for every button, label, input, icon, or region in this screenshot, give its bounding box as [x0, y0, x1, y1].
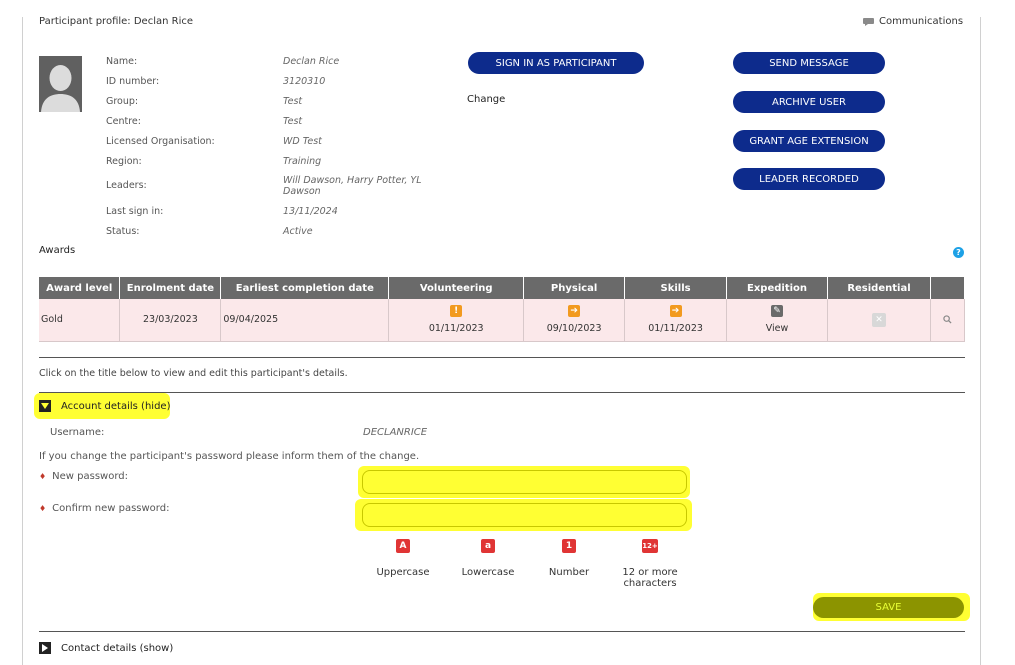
volunteering-date: 01/11/2023 — [428, 323, 484, 335]
content-left-border — [22, 17, 23, 665]
residential-cell — [828, 299, 931, 341]
col-expedition: Expedition — [727, 277, 828, 299]
field-label-leaders: Leaders: — [106, 180, 147, 191]
col-residential: Residential — [828, 277, 931, 299]
account-details-toggle[interactable] — [39, 400, 170, 412]
change-link[interactable]: Change — [467, 94, 506, 105]
field-label-licensed-org: Licensed Organisation: — [106, 136, 215, 147]
confirm-password-label-row — [39, 503, 169, 514]
leader-recorded-button[interactable]: LEADER RECORDED — [733, 168, 885, 190]
divider — [39, 392, 965, 393]
caret-down-icon — [39, 400, 51, 412]
expedition-view-link[interactable]: View — [765, 323, 789, 335]
field-value-last-sign-in: 13/11/2024 — [283, 206, 338, 217]
not-applicable-icon: ✕ — [872, 313, 886, 327]
content-right-border — [980, 17, 981, 665]
username-label: Username: — [50, 427, 105, 438]
field-label-group: Group: — [106, 96, 139, 107]
col-earliest-completion: Earliest completion date — [221, 277, 389, 299]
awards-header-row — [39, 277, 965, 299]
lowercase-rule-label: Lowercase — [461, 567, 515, 578]
col-enrolment-date: Enrolment date — [120, 277, 221, 299]
awards-table — [39, 277, 965, 342]
communications-link[interactable] — [863, 16, 963, 27]
speech-bubble-icon — [863, 17, 874, 27]
uppercase-rule-label: Uppercase — [376, 567, 430, 578]
new-password-label-row — [39, 471, 128, 482]
divider — [39, 357, 965, 358]
pencil-icon: ✎ — [771, 305, 783, 317]
field-label-name: Name: — [106, 56, 138, 67]
confirm-password-input[interactable] — [362, 503, 687, 527]
username-value: DECLANRICE — [363, 427, 428, 438]
col-skills: Skills — [625, 277, 727, 299]
field-label-status: Status: — [106, 226, 140, 237]
number-rule-icon: 1 — [562, 539, 576, 553]
field-value-licensed-org: WD Test — [283, 136, 322, 147]
field-value-region: Training — [283, 156, 322, 167]
new-password-input[interactable] — [362, 470, 687, 494]
warning-icon: ! — [450, 305, 462, 317]
avatar — [39, 56, 82, 112]
contact-details-title: Contact details (show) — [61, 642, 174, 654]
view-details-cell[interactable] — [930, 299, 964, 341]
edit-hint: Click on the title below to view and edit this participant's details. — [39, 368, 348, 379]
sign-in-as-participant-button[interactable]: SIGN IN AS PARTICIPANT — [468, 52, 644, 74]
arrow-right-icon: ➔ — [568, 305, 580, 317]
length-rule-icon: 12+ — [642, 539, 658, 553]
field-label-centre: Centre: — [106, 116, 141, 127]
volunteering-cell[interactable] — [389, 299, 524, 341]
confirm-password-label: Confirm new password: — [52, 503, 170, 514]
physical-date: 09/10/2023 — [546, 323, 602, 335]
field-value-name: Declan Rice — [283, 56, 340, 67]
col-award-level: Award level — [39, 277, 120, 299]
password-note: If you change the participant's password please inform them of the change. — [39, 451, 420, 462]
account-details-title: Account details (hide) — [61, 400, 171, 412]
uppercase-rule-icon: A — [396, 539, 410, 553]
awards-heading: Awards — [39, 245, 76, 256]
table-row — [39, 299, 965, 341]
col-volunteering: Volunteering — [389, 277, 524, 299]
field-label-region: Region: — [106, 156, 142, 167]
user-silhouette-icon — [39, 56, 82, 112]
contact-details-toggle[interactable] — [39, 642, 173, 654]
archive-user-button[interactable]: ARCHIVE USER — [733, 91, 885, 113]
field-value-leaders: Will Dawson, Harry Potter, YL Dawson — [283, 175, 422, 197]
divider — [39, 631, 965, 632]
col-actions — [930, 277, 964, 299]
arrow-right-icon: ➔ — [670, 305, 682, 317]
field-value-status: Active — [283, 226, 313, 237]
required-marker-icon: ♦ — [39, 504, 47, 513]
field-label-last-sign-in: Last sign in: — [106, 206, 164, 217]
expedition-cell[interactable] — [727, 299, 828, 341]
enrolment-date-cell: 23/03/2023 — [120, 299, 221, 341]
number-rule-label: Number — [548, 567, 590, 578]
length-rule-label: 12 or more characters — [622, 567, 678, 589]
field-value-id: 3120310 — [283, 76, 326, 87]
skills-date: 01/11/2023 — [648, 323, 703, 335]
earliest-completion-cell: 09/04/2025 — [221, 299, 389, 341]
new-password-label: New password: — [52, 471, 129, 482]
field-value-group: Test — [283, 96, 303, 107]
award-level-cell: Gold — [39, 299, 120, 341]
save-button[interactable]: SAVE — [813, 597, 964, 618]
skills-cell[interactable] — [625, 299, 727, 341]
physical-cell[interactable] — [524, 299, 625, 341]
field-label-id: ID number: — [106, 76, 160, 87]
required-marker-icon: ♦ — [39, 472, 47, 481]
send-message-button[interactable]: SEND MESSAGE — [733, 52, 885, 74]
lowercase-rule-icon: a — [481, 539, 495, 553]
magnifier-icon[interactable] — [940, 313, 954, 327]
help-icon[interactable]: ? — [953, 247, 964, 258]
field-value-centre: Test — [283, 116, 303, 127]
communications-label: Communications — [879, 16, 964, 27]
grant-age-extension-button[interactable]: GRANT AGE EXTENSION — [733, 130, 885, 152]
caret-right-icon — [39, 642, 51, 654]
col-physical: Physical — [524, 277, 625, 299]
page-title: Participant profile: Declan Rice — [39, 16, 193, 27]
